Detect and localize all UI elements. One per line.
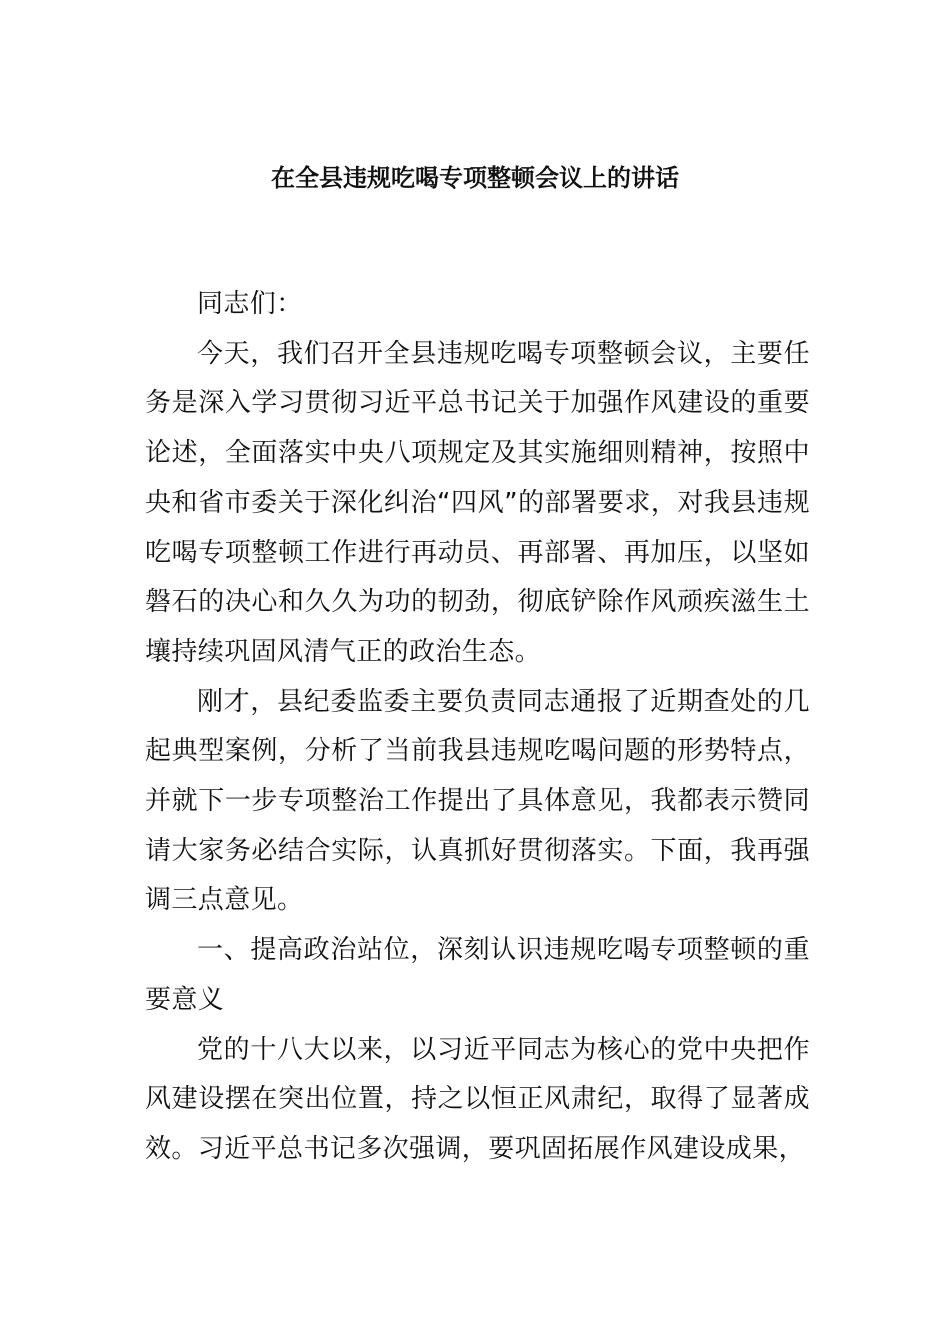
document-title: 在全县违规吃喝专项整顿会议上的讲话 <box>271 164 679 192</box>
section-1-paragraph: 党的十八大以来，以习近平同志为核心的党中央把作风建设摆在突出位置，持之以恒正风肃纪，取得了显著成效。习近平总书记多次强调，要巩固拓展作风建设成果， <box>145 1034 810 1164</box>
intro-paragraph: 今天，我们召开全县违规吃喝专项整顿会议，主要任务是深入学习贯彻习近平总书记关于加强作风建设的重要论述，全面落实中央八项规定及其实施细则精神，按照中央和省市委关于深化纠治“四风”的部署要求，对我县违规吃喝专项整顿工作进行再动员、再部署、再加压，以坚如磐石的决心和久久为功的韧劲，彻底铲除作风顽疾滋生土壤持续巩固风清气正的政治生态。 <box>145 338 810 667</box>
section-heading-1: 一、提高政治站位，深刻认识违规吃喝专项整顿的重要意义 <box>145 935 810 1015</box>
salutation-paragraph: 同志们： <box>197 289 303 319</box>
report-paragraph: 刚才，县纪委监委主要负责同志通报了近期查处的几起典型案例，分析了当前我县违规吃喝问题的形势特点，并就下一步专项整治工作提出了具体意见，我都表示赞同请大家务必结合实际，认真抓好贯彻落实。下面，我再强调三点意见。 <box>145 686 810 916</box>
document-body <box>145 280 810 1175</box>
